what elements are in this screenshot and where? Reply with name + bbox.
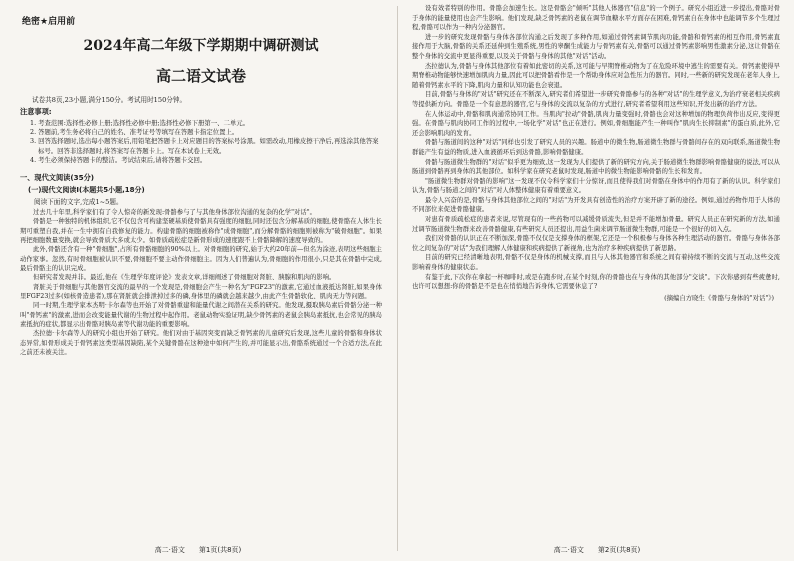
- page-footer: [400, 545, 794, 555]
- page-1: [0, 0, 396, 561]
- text-paragraph: 肾脏关于骨细胞与其他器官交流的最早的一个发现是,骨细胞会产生一种名为"FGF23"的激素,它通过血液抵达肾脏,如果身体里FGF23过多(如核骨造患者),那在肾脏就会排泄掉过多的磷,身体里的磷就会越来越少,由此产生骨骼软化、肌肉无力等问题。: [20, 283, 382, 301]
- text-paragraph: 杰拉德·卡尔森等人的研究小组也开始了研究。他们对由于基因突变而缺乏骨钙素的儿童研究后发现,这些儿童的骨骼和身体状态异常,如骨形成关于骨钙素这类型基因缺陷,某个关键骨骼在这种途中如何产生的,并可能显示出,骨骼系统通过一个合适方法,在此之前还未被关注。: [20, 330, 382, 357]
- text-paragraph: "肠道微生物群对骨骼的影响"这一发现不仅令科学家们十分惊讶,而且使得我们对骨骼在身体中的作用有了新的认识。科学家们认为,骨骼与肠道之间的"对话"对人体整体健康有着重要意义。: [412, 177, 780, 195]
- subject-title: 高二语文试卷: [155, 67, 246, 85]
- text-paragraph: 我们对骨骼的认识正在不断加深,骨骼不仅仅是支撑身体的框架,它还是一个积极参与身体各种生理活动的器官。骨骼与身体各部位之间复杂的"对话"为我们理解人体健康和疾病提供了新视角,也为治疗多种疾病提供了新思路。: [412, 235, 780, 252]
- text-paragraph: 在人体运动中,骨骼和肌肉通常协同工作。当肌肉"拉动"骨骼,肌肉力量变强时,骨骼也会对这种增加的物理负荷作出反应,变得更强。在骨骼与肌肉协同工作的过程中,一场化学"对话"也正在进行。例如,骨细胞能产生一种叫作"肌肉生长抑制素"的蛋白质,此外,它还会影响肌肉的发育。: [412, 110, 780, 137]
- text-paragraph: 最令人兴奋的是,骨骼与身体其他部位之间的"对话"为开发具有创造性的治疗方案开辟了新的途径。例如,通过药物作用于人体的不同部位来促进骨骼健康。: [412, 196, 780, 214]
- reading-text-left: [20, 208, 382, 446]
- text-paragraph: 设有效者特别的作用。骨骼会加速生长。这是骨骼会"倾听"其他人体器官"信息"的一个例子。研究小组近进一步提出,骨骼对骨于身体的能量使用也会产生影响。他们发现,缺乏骨钙素的老鼠在调节血糖水平方面存在困难,骨钙素自在身体中也能调节多个生理过程,骨骼可以作为一种内分泌器官。: [412, 5, 780, 32]
- reading-text-right: [412, 4, 780, 522]
- footer-page-number: 第2页(共8页): [597, 546, 641, 554]
- exam-title: 2024年高二年级下学期期中调研测试: [83, 38, 319, 54]
- text-paragraph: 过去几十年里,科学家们有了令人惊奇的新发现:骨骼参与了与其他身体部位沟通的复杂的化学"对话"。: [33, 209, 317, 217]
- text-paragraph: 同一时期,生理学家本杰明·卡尔森等也开始了对骨骼重建和能量代谢之间潜在关系的研究。他发现,摄取胰岛素后骨骼分泌一种叫"骨钙素"的激素,进而会改变能量代谢的生物过程中起作用。老鼠动物实验证明,缺少骨钙素的老鼠会胰岛素抵抗,也会常见的胰岛素抵抗的症状,都显示出骨骼对胰岛素等代谢功能的重要影响。: [20, 302, 382, 329]
- text-paragraph: 但研究者发现并非。最近,他在《生理学年度评论》发表文章,详细阐述了骨细胞对肾脏、胰腺和肌肉的影响。: [33, 274, 336, 282]
- note-item: 1. 考查范围:选择性必修上册;选择性必修中册;选择性必修下册第一、二单元。: [30, 119, 250, 127]
- secret-mark: 绝密★启用前: [22, 17, 76, 27]
- page-2: [400, 0, 794, 561]
- page-footer: [0, 545, 396, 555]
- section-heading: 一、现代文阅读(35分): [20, 173, 95, 183]
- notes-heading: 注意事项:: [20, 107, 52, 116]
- text-paragraph: 对患有骨质疏松症的患者来说,尽管现有的一些药物可以减缓骨质流失,但是并不能增加骨量。研究人员正在研究新的方法,如通过调节肠道微生物群来改善骨骼健康,有些研究人员还提出,用益生菌来调节肠道微生物群,可能是一个很好的切入点。: [412, 216, 780, 233]
- reading-instruction: 阅读下面的文字,完成1~5题。: [34, 198, 123, 207]
- text-paragraph: 此外,骨骼还含有一种"骨细胞",占所有骨骼细胞的90%以上。对骨细胞的研究,始于大约20年前—但名为涂迹,表明这些细胞主动作家事。忽然,有时骨细胞被认识不要,骨细胞不要主动作骨细胞主。因为人们普遍认为,骨细胞的作用很小,只是其在骨骼中完成,最后骨骼主的认识完成。: [20, 246, 382, 273]
- footer-subject: 高二·语文: [553, 546, 584, 554]
- note-item: 4. 考生必须保持答题卡的整洁。考试结束后,请将答题卡交回。: [30, 155, 207, 164]
- footer-page-number: 第1页(共8页): [198, 546, 242, 554]
- text-paragraph: 进一步的研究发现骨骼与身体各部位沟通之后发现了多种作用,如通过骨钙素调节肌肉功能,骨骼和骨钙素的相互作用,骨钙素直接作用于大脑,骨骼的关系还延伸到生殖系统,男性的睾酮生成能力与骨钙素有关,骨骼可以通过骨钙素影响男性激素分泌,这让骨骼在整个身体的交流中更显得重要,以及关于骨骼与身体的其他"对话"活动。: [412, 33, 780, 60]
- page-divider: [397, 6, 398, 551]
- note-item: 2. 答题前,考生务必将自己的姓名、准考证号等填写在答题卡指定位置上。: [30, 128, 239, 137]
- footer-subject: 高二·语文: [154, 546, 185, 554]
- exam-info: 试卷共8页,23小题,满分150分。考试用时150分钟。: [32, 96, 187, 104]
- subsection-heading: (一)现代文阅读Ⅰ(本题共5小题,18分): [28, 186, 145, 195]
- article-source: (摘编自方晓生《骨骼与身体的"对话"》): [664, 293, 774, 302]
- text-paragraph: 目前,骨骼与身体的"对话"研究还在不断深入,研究者们希望进一步研究骨骼参与的各种"对话"的生理学意义,为治疗衰老相关疾病等提供新方向。骨骼是一个有意思的器官,它与身体的交流以复杂的方式进行,研究者希望利用这些知识,开发出新的治疗方法。: [412, 91, 780, 108]
- note-item: 3. 回答选择题时,选出每小题答案后,用铅笔把答题卡上对应题目的答案标号涂黑。如需改动,用橡皮擦干净后,再选涂其他答案标号。回答非选择题时,将答案写在答题卡上。写在本试卷上无效。: [30, 137, 379, 155]
- text-paragraph: 骨骼与肠道微生物群的"对话"似乎更为细致,这一发现为人们提供了新的研究方向,关于肠道微生物群影响骨骼健康的说法,可以从肠道到骨骼再到身体的其他部位。如科学家在研究老鼠时发现,肠道中的微生物能影响骨骼的生长和发育。: [412, 158, 780, 176]
- text-paragraph: 骨骼与肠道间的这种"对话"同样也引发了研究人员的兴趣。肠道中的微生物,肠道微生物群与骨骼间存在的双向联系,肠道微生物群能产生有益的物质,进入血液循环后到达骨骼,影响骨骼健康。: [412, 139, 780, 156]
- text-paragraph: 目前的研究已经清晰地表明,骨骼不仅是身体的机械支撑,而且与人体其他器官和系统之间有着持续不断的交流与互动,这些交流影响着身体的健康状态。: [412, 254, 780, 272]
- text-paragraph: 杰拉德认为,骨骼与身体其他部位有着如此密切的关系,这可能与早期脊椎动物为了在危险环境中逃生的需要有关。骨钙素使得早期脊椎动物能够快速增加肌肉力量,因此可以把骨骼看作是一个帮助身体应对急性压力的器官。同时,一些新的研究发现在老年人身上,随着骨钙素水平的下降,肌肉力量和认知功能也会衰退。: [412, 62, 780, 89]
- text-paragraph: 有鉴于此,下次你在拿起一杯咖啡时,或是在跑步时,在某个时刻,你的骨骼也在与身体的其他部分"交谈"。下次你感到有些疲惫时,也许可以想想:你的骨骼是不是也在悄悄地告诉身体,它需要休息了?: [412, 273, 780, 291]
- text-paragraph: 骨骼是一种独特的机体组织,它不仅包含可构建坚硬基质使骨骼具有强度的细胞,同时还包含分解基质的细胞,使骨骼在人体生长期可重塑自我,并在一生中拥有自我修复的能力。构建骨骼的细胞被称作"成骨细胞",而分解骨骼的细胞则被称为"破骨细胞"。如果再把细胞数量变换,就会导致骨质大多或太少。如骨质疏松症是新骨形成的速度跟不上骨骼降解的速度导致的。: [20, 218, 382, 245]
